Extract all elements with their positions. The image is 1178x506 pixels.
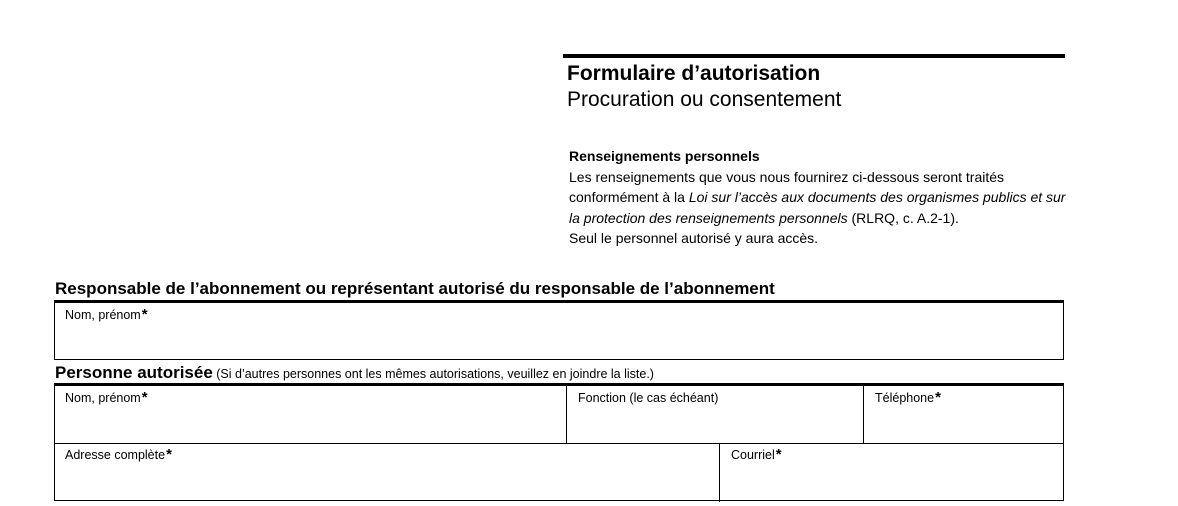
required-marker: *: [141, 389, 148, 406]
autorisee-name-label: Nom, prénom: [65, 391, 141, 405]
responsable-name-label-text: Nom, prénom: [65, 308, 141, 322]
adresse-field[interactable]: [65, 448, 172, 463]
section-autorisee-title: Personne autorisée: [55, 363, 213, 382]
required-marker: *: [935, 389, 941, 406]
adresse-label: Adresse complète: [65, 448, 166, 462]
form-subtitle: Procuration ou consentement: [567, 88, 842, 111]
required-marker: *: [166, 446, 172, 463]
column-divider: [863, 386, 864, 443]
responsable-name-field[interactable]: [54, 300, 1064, 360]
form-title: Formulaire d’autorisation: [567, 62, 821, 85]
courriel-label: Courriel: [731, 448, 775, 462]
row-divider: [55, 443, 1063, 444]
responsable-name-label: [65, 308, 148, 323]
privacy-closing: Seul le personnel autorisé y aura accès.: [569, 230, 819, 246]
required-marker: *: [141, 306, 148, 323]
column-divider: [719, 443, 720, 502]
privacy-text: [569, 167, 1069, 229]
fonction-field[interactable]: [578, 391, 718, 406]
privacy-law-name: Loi sur l’accès aux documents des organismes publics et sur la protection des renseignements personnels: [569, 189, 1066, 226]
courriel-field[interactable]: [731, 448, 782, 463]
privacy-text-before: Les renseignements que vous nous fournirez ci-dessous seront traités conformément à la: [569, 168, 1005, 205]
autorisee-name-field[interactable]: [65, 391, 148, 406]
privacy-notice: [569, 146, 1069, 249]
privacy-heading: Renseignements personnels: [569, 148, 760, 164]
form-title-block: [563, 54, 1065, 113]
section-responsable-heading: Responsable de l’abonnement ou représentant autorisé du responsable de l’abonnement: [55, 279, 775, 298]
telephone-label: Téléphone: [875, 391, 935, 405]
fonction-label: Fonction (le cas échéant): [578, 391, 719, 405]
section-autorisee-note: (Si d’autres personnes ont les mêmes autorisations, veuillez en joindre la liste.): [212, 367, 654, 381]
column-divider: [566, 386, 567, 443]
telephone-field[interactable]: [875, 391, 941, 406]
privacy-text-after: (RLRQ, c. A.2-1).: [847, 209, 959, 226]
section-autorisee-heading: [55, 363, 654, 384]
required-marker: *: [775, 446, 782, 463]
personne-autorisee-table: [54, 383, 1064, 501]
